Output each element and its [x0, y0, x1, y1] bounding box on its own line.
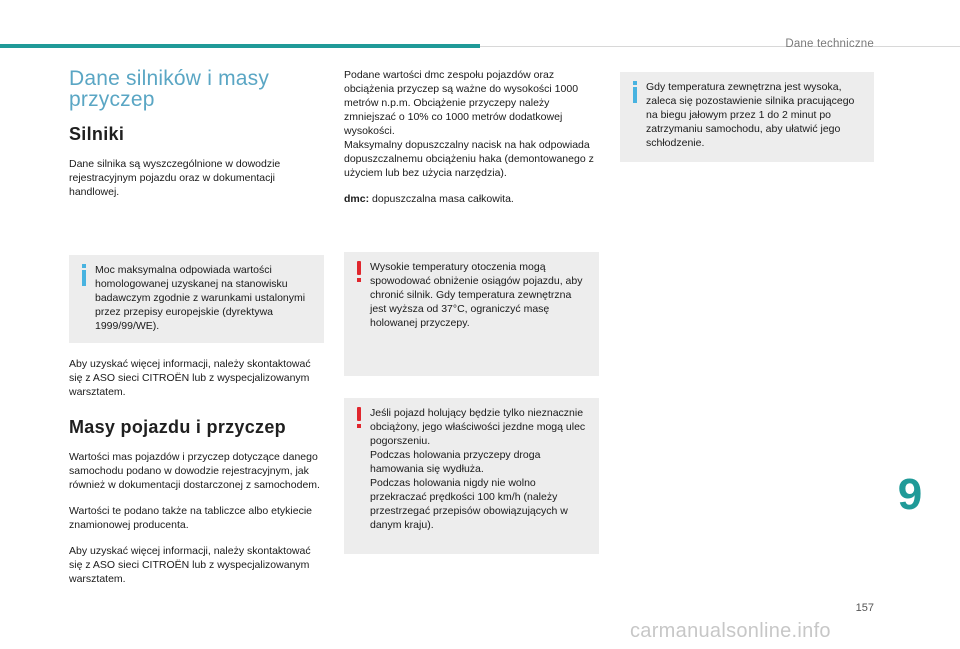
contact-paragraph: Aby uzyskać więcej informacji, należy skontaktować się z ASO sieci CITROËN lub z wyspecjalizowanym warsztatem.	[69, 358, 311, 398]
subhead-engines: Silniki	[69, 124, 125, 144]
column-left	[69, 68, 324, 598]
chapter-title: Dane techniczne	[785, 38, 874, 50]
dmc-validity-text: Podane wartości dmc zespołu pojazdów oraz obciążenia przyczep są ważne do wysokości 1000 metrów n.p.m. Obciążenie przyczepy należy zmniejszać o 10% co 1000 metrów dodatkowej wysokości.	[344, 69, 579, 137]
warning-note-text: Wysokie temperatury otoczenia mogą spowodować obniżenie osiągów pojazdu, aby chronić silnik. Gdy temperatura zewnętrzna jest wyższa od 37°C, ograniczyć masę holowanej przyczepy.	[370, 261, 583, 329]
subhead-masses: Masy pojazdu i przyczep	[69, 417, 286, 437]
section-title: Dane silników i masy przyczep	[69, 67, 270, 111]
chapter-number: 9	[897, 470, 923, 519]
info-note-power	[69, 255, 324, 343]
info-note-text: Moc maksymalna odpowiada wartości homologowanej uzyskanej na stanowisku badawczym zgodnie z warunkami ustalonymi przez przepisy europejskie (dyrektywa 1999/99/WE).	[95, 264, 306, 332]
warning-icon	[353, 261, 365, 283]
masses-paragraph-2: Wartości te podano także na tabliczce albo etykiecie znamionowej producenta.	[69, 505, 312, 531]
masses-paragraph-3: Aby uzyskać więcej informacji, należy skontaktować się z ASO sieci CITROËN lub z wyspecjalizowanym warsztatem.	[69, 545, 311, 585]
masses-paragraph-1: Wartości mas pojazdów i przyczep dotyczące danego samochodu podano w dowodzie rejestracyjnym, jak również w dokumentacji dostarczonej z samochodem.	[69, 451, 320, 491]
warning-icon	[353, 407, 365, 429]
header-divider	[480, 46, 960, 47]
column-middle	[344, 68, 599, 554]
header-accent-bar	[0, 44, 480, 48]
warning-towing-text-2: Podczas holowania przyczepy droga hamowania się wydłuża.	[370, 449, 541, 475]
info-note-cooling-text: Gdy temperatura zewnętrzna jest wysoka, zaleca się pozostawienie silnika pracującego na biegu jałowym przez 1 do 2 minut po zatrzymaniu samochodu, aby ułatwić jego schłodzenie.	[646, 81, 855, 149]
page-number: 157	[855, 602, 874, 614]
hitch-load-text: Maksymalny dopuszczalny nacisk na hak odpowiada dopuszczalnemu obciążeniu haka (demontowanego z użyciem lub bez użycia narzędzia).	[344, 139, 594, 179]
dmc-term: dmc:	[344, 193, 370, 205]
dmc-definition	[344, 192, 599, 206]
column-right	[620, 72, 874, 162]
warning-towing-text-1: Jeśli pojazd holujący będzie tylko nieznacznie obciążony, jego właściwości jezdne mogą ulec pogorszeniu.	[370, 407, 586, 447]
engines-paragraph: Dane silnika są wyszczególnione w dowodzie rejestracyjnym pojazdu oraz w dokumentacji handlowej.	[69, 158, 281, 198]
warning-note-towing	[344, 398, 599, 554]
warning-note-temperature	[344, 252, 599, 376]
info-icon	[629, 81, 641, 103]
info-icon	[78, 264, 90, 286]
info-note-cooling	[620, 72, 874, 162]
dmc-paragraph	[344, 68, 599, 180]
warning-towing-text-3: Podczas holowania nigdy nie wolno przekraczać prędkości 100 km/h (należy przestrzegać przepisów obowiązujących w danym kraju).	[370, 477, 568, 531]
watermark: carmanualsonline.info	[630, 620, 831, 642]
dmc-definition-text: dopuszczalna masa całkowita.	[369, 193, 514, 205]
